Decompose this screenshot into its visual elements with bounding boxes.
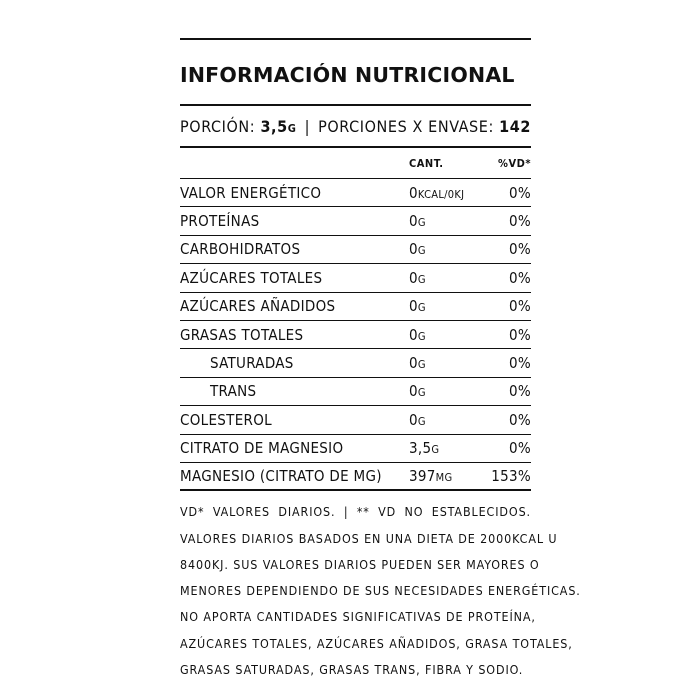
- portion-unit: G: [287, 121, 297, 135]
- column-daily-value: %VD*: [498, 156, 531, 170]
- nutrient-name: GRASAS TOTALES: [180, 325, 304, 344]
- nutrient-amount: [409, 212, 489, 230]
- nutrient-row: [180, 406, 531, 434]
- nutrient-amount: [409, 411, 489, 429]
- nutrient-table: [180, 179, 531, 491]
- nutrient-row: [180, 321, 531, 349]
- nutrient-name: MAGNESIO (CITRATO DE MG): [180, 467, 382, 486]
- nutrient-name: AZÚCARES AÑADIDOS: [180, 297, 336, 316]
- nutrient-row: [180, 264, 531, 292]
- nutrient-row: [180, 179, 531, 207]
- nutrient-name: COLESTEROL: [180, 410, 272, 429]
- footnote-line: VALORES DIARIOS BASADOS EN UNA DIETA DE 2000KCAL U: [180, 530, 558, 546]
- per-package-label: PORCIONES X ENVASE:: [318, 116, 494, 136]
- footnotes: [180, 499, 581, 683]
- amount-unit: G: [417, 358, 426, 372]
- nutrient-amount: [409, 354, 489, 372]
- nutrient-row: [180, 207, 531, 235]
- per-package-value: 142: [499, 116, 531, 136]
- portion-label: PORCIÓN:: [180, 116, 256, 136]
- footnote-line: 8400KJ. SUS VALORES DIARIOS PUEDEN SER MAYORES O: [180, 556, 540, 572]
- column-amount: CANT.: [409, 156, 444, 170]
- portion: [180, 117, 296, 136]
- nutrient-name: VALOR ENERGÉTICO: [180, 183, 322, 202]
- amount-unit: G: [431, 443, 440, 457]
- footnote-line: GRASAS SATURADAS, GRASAS TRANS, FIBRA Y SODIO.: [180, 662, 524, 678]
- amount-value: 0: [409, 240, 418, 259]
- nutrient-daily-value: 0%: [508, 183, 531, 202]
- nutrient-row: [180, 435, 531, 463]
- nutrient-amount: [409, 269, 489, 287]
- nutrient-name: SATURADAS: [210, 354, 294, 373]
- nutrient-daily-value: 0%: [508, 410, 531, 429]
- nutrient-daily-value: 0%: [508, 354, 531, 373]
- portion-value: 3,5: [260, 116, 288, 136]
- footnote-line: VD* VALORES DIARIOS. | ** VD NO ESTABLECIDOS.: [180, 504, 531, 520]
- amount-value: 0: [409, 268, 418, 287]
- amount-value: 0: [409, 382, 418, 401]
- nutrient-amount: [409, 467, 489, 485]
- amount-unit: G: [417, 244, 426, 258]
- label-title: INFORMACIÓN NUTRICIONAL: [180, 63, 515, 87]
- nutrient-name: CARBOHIDRATOS: [180, 240, 301, 259]
- nutrient-daily-value: 0%: [508, 212, 531, 231]
- nutrient-name: TRANS: [210, 382, 257, 401]
- amount-value: 3,5: [409, 439, 432, 458]
- amount-value: 0: [409, 325, 418, 344]
- nutrient-row: [180, 349, 531, 377]
- serving-info: [180, 106, 531, 146]
- nutrient-daily-value: 0%: [508, 297, 531, 316]
- nutrient-name: PROTEÍNAS: [180, 212, 260, 231]
- footnote-line: MENORES DEPENDIENDO DE SUS NECESIDADES ENERGÉTICAS.: [180, 583, 581, 599]
- column-headers: [180, 148, 531, 178]
- amount-value: 0: [409, 212, 418, 231]
- nutrient-amount: [409, 382, 489, 400]
- nutrient-amount: [409, 326, 489, 344]
- nutrient-row: [180, 293, 531, 321]
- amount-unit: G: [417, 301, 426, 315]
- serving-separator: |: [304, 116, 311, 136]
- nutrient-row: [180, 378, 531, 406]
- nutrient-amount: [409, 184, 489, 202]
- footnote-line: AZÚCARES TOTALES, AZÚCARES AÑADIDOS, GRASA TOTALES,: [180, 635, 573, 651]
- nutrient-name: CITRATO DE MAGNESIO: [180, 439, 344, 458]
- footnote-line: NO APORTA CANTIDADES SIGNIFICATIVAS DE PROTEÍNA,: [180, 609, 536, 625]
- amount-value: 0: [409, 297, 418, 316]
- amount-value: 397: [409, 467, 436, 486]
- amount-unit: G: [417, 414, 426, 428]
- amount-unit: KCAL/0KJ: [417, 187, 465, 201]
- nutrient-daily-value: 0%: [508, 382, 531, 401]
- amount-unit: G: [417, 386, 426, 400]
- nutrient-daily-value: 0%: [508, 240, 531, 259]
- nutrient-daily-value: 0%: [508, 268, 531, 287]
- amount-unit: G: [417, 329, 426, 343]
- amount-value: 0: [409, 183, 418, 202]
- amount-unit: G: [417, 272, 426, 286]
- nutrient-row: [180, 463, 531, 491]
- nutrient-daily-value: 153%: [491, 467, 531, 486]
- nutrient-name: AZÚCARES TOTALES: [180, 268, 323, 287]
- amount-value: 0: [409, 354, 418, 373]
- amount-value: 0: [409, 410, 418, 429]
- amount-unit: MG: [435, 471, 453, 485]
- nutrient-amount: [409, 439, 489, 457]
- nutrient-amount: [409, 240, 489, 258]
- amount-unit: G: [417, 216, 426, 230]
- nutrient-daily-value: 0%: [508, 439, 531, 458]
- nutrient-amount: [409, 297, 489, 315]
- nutrient-daily-value: 0%: [508, 325, 531, 344]
- nutrition-facts-label: [180, 38, 581, 683]
- servings-per-package: [318, 117, 531, 136]
- nutrient-row: [180, 236, 531, 264]
